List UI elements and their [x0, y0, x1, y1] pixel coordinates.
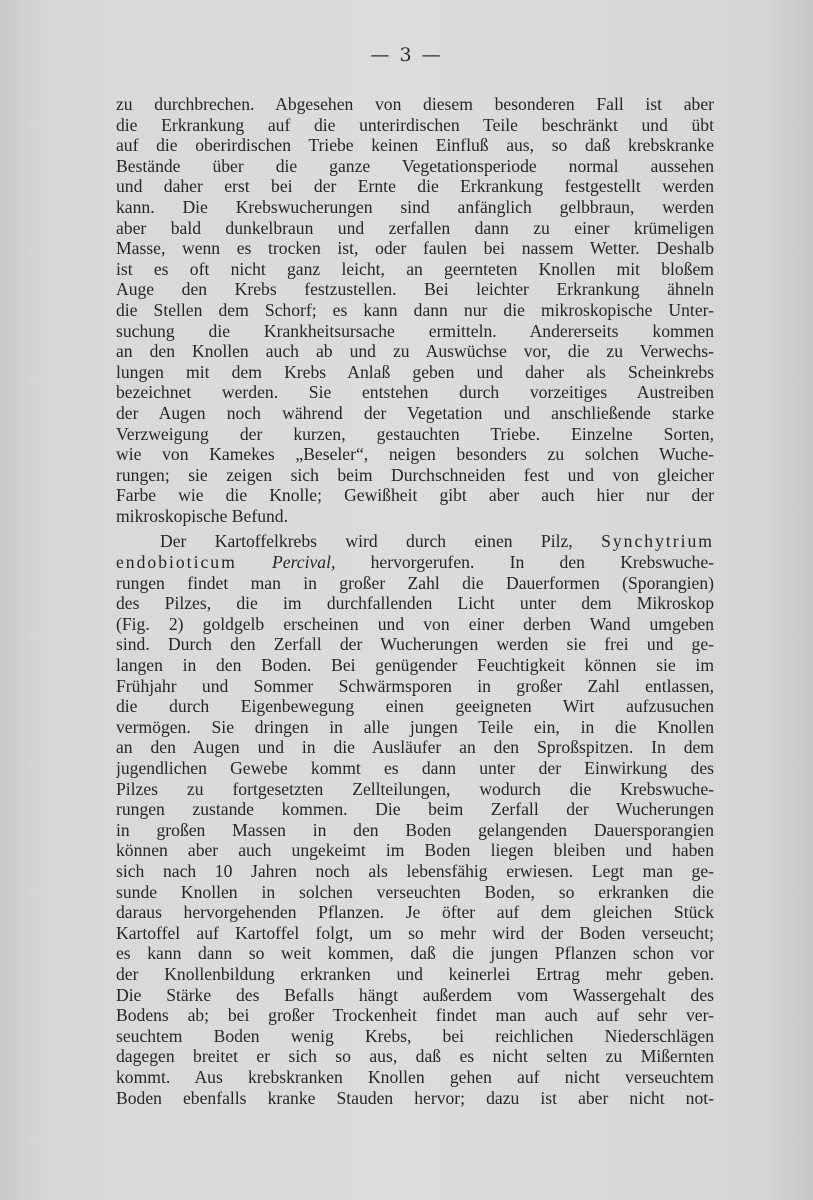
body-text [116, 94, 714, 1108]
text-line: in großen Massen in den Boden gelangenden Dauersporangien [116, 819, 714, 840]
text-line: seuchtem Boden wenig Krebs, bei reichlichen Niederschlägen [116, 1025, 714, 1046]
text-line: wie von Kamekes „Beseler“, neigen besonders zu solchen Wuche- [116, 444, 714, 465]
text-line: dagegen breitet er sich so aus, daß es nicht selten zu Mißernten [116, 1046, 714, 1067]
text-line: die Stellen dem Schorf; es kann dann nur die mikroskopische Unter- [116, 299, 714, 320]
text-line: des Pilzes, die im durchfallenden Licht unter dem Mikroskop [116, 593, 714, 614]
species-name-genus: Synchytrium [601, 531, 714, 552]
text-line: ist es oft nicht ganz leicht, an geernteten Knollen mit bloßem [116, 258, 714, 279]
species-author: Percival, [272, 552, 336, 573]
species-name-epithet: endobioticum [116, 552, 237, 573]
text-line: Bestände über die ganze Vegetationsperiode normal aussehen [116, 155, 714, 176]
text-line: kann. Die Krebswucherungen sind anfänglich gelbbraun, werden [116, 196, 714, 217]
text-line: und daher erst bei der Ernte die Erkrankung festgestellt werden [116, 176, 714, 197]
text-line: es kann dann so weit kommen, daß die jungen Pflanzen schon vor [116, 943, 714, 964]
paragraph-2-line-2 [116, 552, 714, 573]
line-text: Der Kartoffelkrebs wird durch einen Pilz, [160, 531, 573, 552]
text-line: die Erkrankung auf die unterirdischen Teile beschränkt und übt [116, 114, 714, 135]
text-line: die durch Eigenbewegung einen geeigneten Wirt aufzusuchen [116, 696, 714, 717]
text-line: Verzweigung der kurzen, gestauchten Triebe. Einzelne Sorten, [116, 423, 714, 444]
page-number: — 3 — [370, 44, 443, 66]
text-line: daraus hervorgehenden Pflanzen. Je öfter auf dem gleichen Stück [116, 902, 714, 923]
text-line: vermögen. Sie dringen in alle jungen Teile ein, in die Knollen [116, 716, 714, 737]
text-line: Die Stärke des Befalls hängt außerdem vom Wassergehalt des [116, 984, 714, 1005]
text-line: Auge den Krebs festzustellen. Bei leichter Erkrankung ähneln [116, 279, 714, 300]
text-line: Bodens ab; bei großer Trockenheit findet man auch auf sehr ver- [116, 1005, 714, 1026]
text-line: an den Augen und in die Ausläufer an den Sproßspitzen. In dem [116, 737, 714, 758]
text-line: sind. Durch den Zerfall der Wucherungen werden sie frei und ge- [116, 634, 714, 655]
text-line: bezeichnet werden. Sie entstehen durch vorzeitiges Austreiben [116, 382, 714, 403]
text-line: Kartoffel auf Kartoffel folgt, um so mehr wird der Boden verseucht; [116, 922, 714, 943]
text-line: Masse, wenn es trocken ist, oder faulen bei nassem Wetter. Deshalb [116, 238, 714, 259]
text-line: suchung die Krankheitsursache ermitteln. Andererseits kommen [116, 320, 714, 341]
text-line: aber bald dunkelbraun und zerfallen dann zu einer krümeligen [116, 217, 714, 238]
line-text: hervorgerufen. In den Krebswuche- [370, 552, 714, 573]
text-line: Frühjahr und Sommer Schwärmsporen in großer Zahl entlassen, [116, 675, 714, 696]
text-line: rungen zustande kommen. Die beim Zerfall der Wucherungen [116, 799, 714, 820]
text-line: lungen mit dem Krebs Anlaß geben und daher als Scheinkrebs [116, 361, 714, 382]
text-line: der Knollenbildung erkranken und keinerlei Ertrag mehr geben. [116, 963, 714, 984]
text-line: Farbe wie die Knolle; Gewißheit gibt aber auch hier nur der [116, 485, 714, 506]
text-line: rungen; sie zeigen sich beim Durchschneiden fest und von gleicher [116, 464, 714, 485]
text-line: langen in den Boden. Bei genügender Feuchtigkeit können sie im [116, 655, 714, 676]
text-line: sich nach 10 Jahren noch als lebensfähig erwiesen. Legt man ge- [116, 860, 714, 881]
paragraph-2-line-1 [116, 531, 714, 552]
text-line: jugendlichen Gewebe kommt es dann unter der Einwirkung des [116, 758, 714, 778]
paragraph-1 [116, 94, 714, 526]
text-line: können aber auch ungekeimt im Boden liegen bleiben und haben [116, 840, 714, 861]
text-line: (Fig. 2) goldgelb erscheinen und von einer derben Wand umgeben [116, 613, 714, 634]
text-line: Pilzes zu fortgesetzten Zellteilungen, wodurch die Krebswuche- [116, 778, 714, 799]
text-line: kommt. Aus krebskranken Knollen gehen auf nicht verseuchtem [116, 1066, 714, 1087]
text-line: sunde Knollen in solchen verseuchten Boden, so erkranken die [116, 881, 714, 902]
text-line: an den Knollen auch ab und zu Auswüchse vor, die zu Verwechs- [116, 341, 714, 362]
text-line: mikroskopische Befund. [116, 505, 289, 526]
text-line: zu durchbrechen. Abgesehen von diesem besonderen Fall ist aber [116, 94, 714, 114]
text-line: der Augen noch während der Vegetation und anschließende starke [116, 402, 714, 423]
text-line: auf die oberirdischen Triebe keinen Einfluß aus, so daß krebskranke [116, 135, 714, 156]
paragraph-2 [116, 531, 714, 1108]
text-line: rungen findet man in großer Zahl die Dauerformen (Sporangien) [116, 572, 714, 593]
text-line: Boden ebenfalls kranke Stauden hervor; dazu ist aber nicht not- [116, 1087, 714, 1108]
